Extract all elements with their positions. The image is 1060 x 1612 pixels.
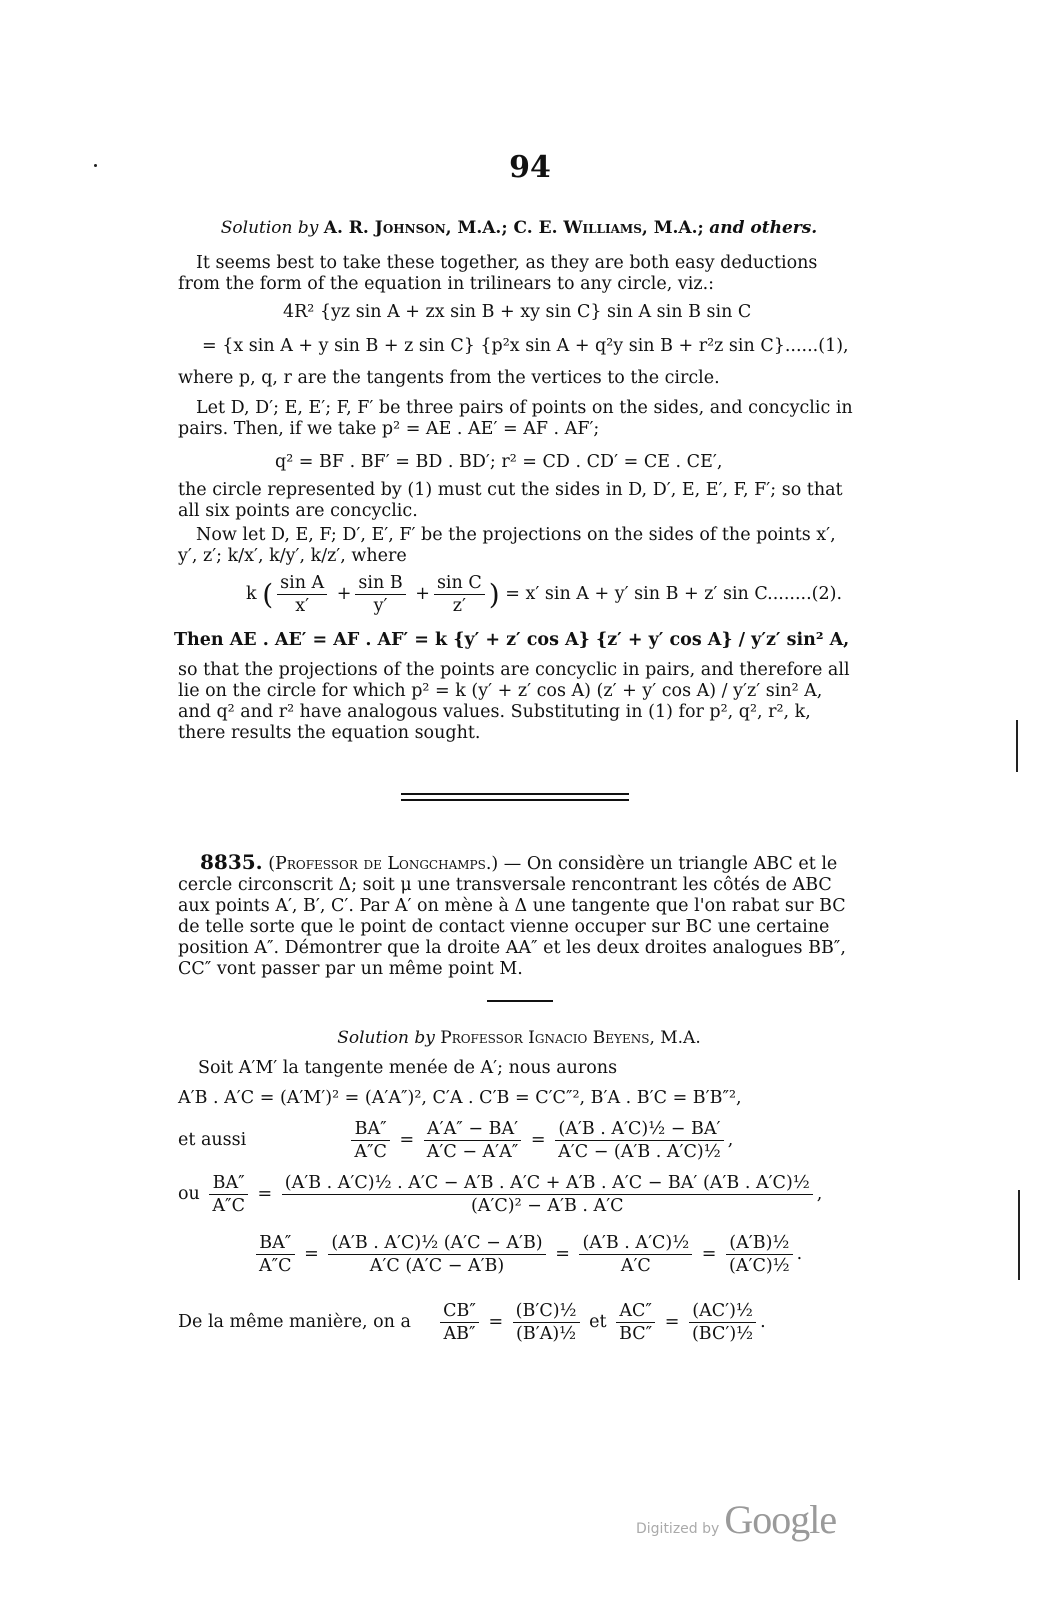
paragraph: so that the projections of the points are concyclic in pairs, and therefore all lie on the circle for which p² = k (y′ + z′ cos A) (z′ + y′ cos A) / y′z′ sin² A, and q² and r² have analogous values. Substituting in (1) for p², q², r², k, there results the equation sought. bbox=[178, 660, 850, 743]
divider bbox=[487, 1000, 553, 1002]
fraction: $\frac{BA''}{A''C}$ bbox=[209, 1172, 248, 1217]
google-logo: Google bbox=[724, 1497, 837, 1542]
problem-number: 8835. bbox=[200, 850, 263, 874]
solution-prefix: Solution by bbox=[220, 218, 319, 238]
solution-suffix: and others. bbox=[709, 218, 818, 238]
fraction: $\frac{BA''}{A''C}$ bbox=[256, 1232, 295, 1277]
fraction: $\frac{\text{sin C}}{z'}$ bbox=[434, 572, 485, 617]
paragraph: the circle represented by (1) must cut the sides in D, D′, E, E′, F, F′; so that all six points are concyclic. bbox=[178, 480, 843, 521]
equation: A′B . A′C = (A′M′)² = (A′A″)², C′A . C′B = C′C″², B′A . B′C = B′B″², bbox=[178, 1088, 742, 1108]
divider bbox=[401, 793, 629, 795]
fraction: $\frac{\text{(A′B)½}}{\text{(A′C)½}}$ bbox=[726, 1232, 793, 1277]
equation: De la même manière, on a $\frac{CB''}{AB''}$ = $\frac{\text{(B′C)½}}{\text{(B′A)½}}$ et $\frac{AC''}{BC''}$ = $\frac{\text{(AC′)½}}{\text{(BC′)½}}$ . bbox=[178, 1301, 766, 1344]
fraction: (A′B . A′C)½ . A′C − A′B . A′C + A′B . A′C − BA′ (A′B . A′C)½ (A′C)² − A′B . A′C bbox=[282, 1172, 813, 1217]
scan-mark bbox=[1018, 1190, 1020, 1280]
fraction: $\frac{\text{sin B}}{y'}$ bbox=[355, 572, 405, 617]
paragraph: It seems best to take these together, as they are both easy deductions from the form of the equation in trilinears to any circle, viz.: bbox=[178, 253, 818, 294]
solution-authors: A. R. Johnson, M.A.; C. E. Williams, M.A.; bbox=[323, 218, 704, 238]
fraction: $\frac{AC''}{BC''}$ bbox=[616, 1300, 655, 1345]
equation: $\frac{BA''}{A''C}$ = $\frac{\text{(A′B . A′C)½ (A′C − A′B)}}{A'C (A'C - A'B)}$ = $\frac{\text{(A′B . A′C)½}}{A'C}$ = $\frac{\text{(A′B)½}}{\text{(A′C)½}}$ . bbox=[252, 1232, 802, 1277]
paragraph: Let D, D′; E, E′; F, F′ be three pairs of points on the sides, and concyclic in pairs. Then, if we take p² = AE . AE′ = AF . AF′; bbox=[178, 398, 853, 439]
fraction: $\frac{A'A'' - BA'}{A'C - A'A''}$ bbox=[424, 1118, 522, 1163]
fraction: $\frac{\text{(A′B . A′C)½}}{A'C}$ bbox=[579, 1232, 692, 1277]
scan-mark bbox=[1016, 720, 1018, 772]
eq-label: et aussi bbox=[178, 1130, 247, 1150]
google-watermark bbox=[636, 1496, 836, 1543]
problem-statement bbox=[178, 852, 860, 980]
scan-dot bbox=[94, 164, 97, 167]
equation: et aussi $\frac{BA''}{A''C}$ = $\frac{A'A'' - BA'}{A'C - A'A''}$ = $\frac{\text{(A′B . A′C)½ − BA′}}{\text{A′C − (A′B . A′C)½}}$ , bbox=[178, 1119, 734, 1162]
fraction: $\frac{\text{(A′B . A′C)½ (A′C − A′B)}}{A'C (A'C - A'B)}$ bbox=[328, 1232, 545, 1277]
eq-connector: et bbox=[589, 1312, 607, 1332]
fraction: $\frac{\text{sin A}}{x'}$ bbox=[277, 572, 327, 617]
equation: = {x sin A + y sin B + z sin C} {p²x sin A + q²y sin B + r²z sin C}......(1), bbox=[202, 336, 849, 356]
solution-prefix: Solution by bbox=[337, 1028, 435, 1048]
fraction: $\frac{\text{(B′C)½}}{\text{(B′A)½}}$ bbox=[513, 1300, 580, 1345]
equation: q² = BF . BF′ = BD . BD′; r² = CD . CD′ = CE . CE′, bbox=[275, 452, 723, 472]
fraction: $\frac{\text{(A′B . A′C)½ − BA′}}{\text{A′C − (A′B . A′C)½}}$ bbox=[555, 1118, 724, 1163]
eq-rhs: = x′ sin A + y′ sin B + z′ sin C........(2). bbox=[505, 584, 843, 604]
fraction: $\frac{CB''}{AB''}$ bbox=[440, 1300, 479, 1345]
solution-author: Professor Ignacio Beyens, M.A. bbox=[440, 1028, 701, 1048]
eq-label: ou bbox=[178, 1184, 200, 1204]
eq-k: k bbox=[246, 584, 257, 604]
equation: ou $\frac{BA''}{A''C}$ = (A′B . A′C)½ . A′C − A′B . A′C + A′B . A′C − BA′ (A′B . A′C)½ (A′C)² − A′B . A′C , bbox=[178, 1173, 823, 1216]
problem-proposer: (Professor de Longchamps.) — bbox=[268, 854, 522, 874]
fraction: $\frac{BA''}{A''C}$ bbox=[351, 1118, 390, 1163]
problem-text: On considère un triangle ABC et le cercle circonscrit Δ; soit μ une transversale rencontrant les côtés de ABC aux points A′, B′, C′. Par A′ on mène à Δ une tangente que l'on rabat sur BC de telle sorte que le point de contact vienne occuper sur BC une certaine position A″. Démontrer que la droite AA″ et les deux droites analogues BB″, CC″ vont passer par un même point M. bbox=[178, 854, 846, 979]
divider bbox=[401, 799, 629, 801]
paragraph: where p, q, r are the tangents from the vertices to the circle. bbox=[178, 368, 720, 388]
paragraph: Now let D, E, F; D′, E′, F′ be the projections on the sides of the points x′, y′, z′; k/x′, k/y′, k/z′, where bbox=[178, 525, 836, 566]
fraction: $\frac{\text{(AC′)½}}{\text{(BC′)½}}$ bbox=[689, 1300, 756, 1345]
eq-label: De la même manière, on a bbox=[178, 1312, 411, 1332]
solution-heading bbox=[178, 1028, 860, 1049]
equation: 4R² {yz sin A + zx sin B + xy sin C} sin A sin B sin C bbox=[283, 302, 752, 322]
page-number: 94 bbox=[509, 150, 551, 185]
watermark-prefix: Digitized by bbox=[636, 1521, 720, 1537]
solution-heading bbox=[178, 218, 860, 239]
equation-2: k ( $\frac{\text{sin A}}{x'}$ + $\frac{\text{sin B}}{y'}$ + $\frac{\text{sin C}}{z'}$ ) = x′ sin A + y′ sin B + z′ sin C........(2). bbox=[246, 573, 843, 616]
paragraph: Soit A′M′ la tangente menée de A′; nous aurons bbox=[198, 1058, 618, 1078]
equation: Then AE . AE′ = AF . AF′ = k {y′ + z′ cos A} {z′ + y′ cos A} / y′z′ sin² A, bbox=[174, 630, 850, 650]
